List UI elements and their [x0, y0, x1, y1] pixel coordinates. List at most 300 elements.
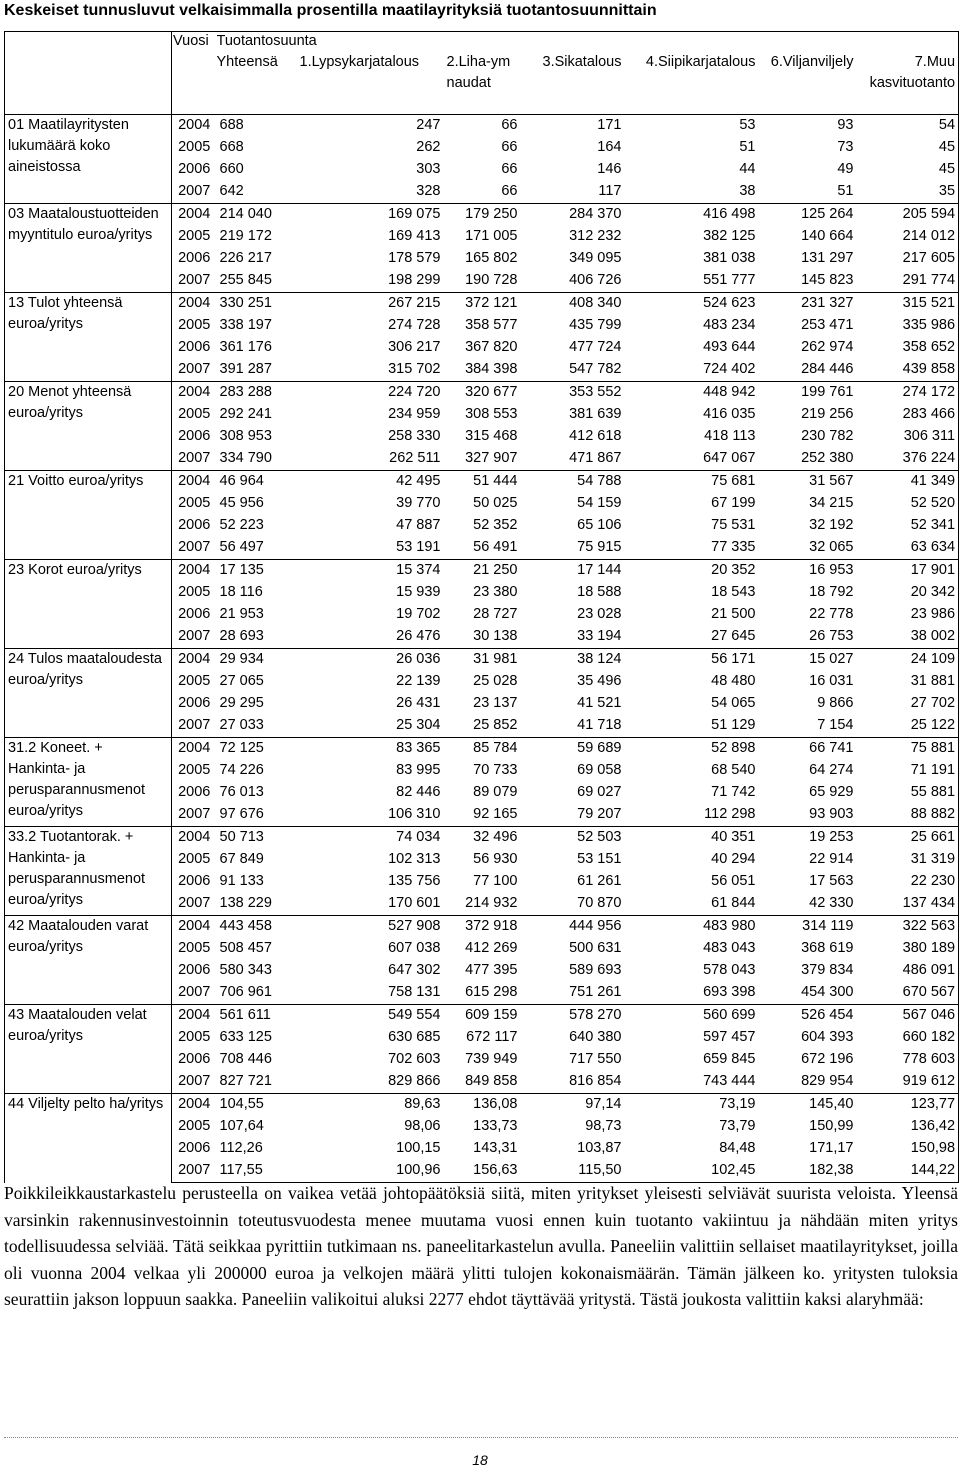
value-cell: 320 677: [444, 382, 521, 405]
value-cell: 26 753: [809, 628, 854, 644]
value-cell: 234 959: [388, 406, 441, 422]
row-group-label: 44 Viljelty pelto ha/yritys: [5, 1094, 172, 1183]
value-cell: 117,55: [217, 1160, 297, 1183]
value-cell: 65 106: [577, 517, 622, 533]
value-cell: 443 458: [217, 916, 297, 939]
value-cell: 314 119: [759, 916, 857, 939]
value-cell: 100,96: [297, 1160, 444, 1183]
value-cell: 493 644: [703, 339, 756, 355]
value-cell: 33 194: [577, 628, 622, 644]
value-cell: 16 953: [759, 560, 857, 583]
table-row: [5, 649, 959, 672]
value-cell: 308 953: [219, 428, 272, 444]
value-cell: 52 341: [857, 515, 959, 537]
year-cell: 2006: [172, 604, 217, 626]
value-cell: 328: [416, 183, 441, 199]
value-cell: 182,38: [759, 1160, 857, 1183]
value-cell: 381 639: [569, 406, 622, 422]
header-corner-2: [5, 52, 172, 115]
value-cell: 22 230: [857, 871, 959, 893]
table-row: [5, 1094, 959, 1117]
value-cell: 274 728: [388, 317, 441, 333]
value-cell: 26 431: [396, 695, 441, 711]
year-cell: 2004: [172, 204, 217, 227]
value-cell: 219 256: [801, 406, 854, 422]
value-cell: 169 075: [297, 204, 444, 227]
value-cell: 70 870: [577, 895, 622, 911]
value-cell: 169 413: [388, 228, 441, 244]
value-cell: 435 799: [569, 317, 622, 333]
year-cell: 2006: [172, 337, 217, 359]
value-cell: 20 342: [857, 582, 959, 604]
value-cell: 41 718: [577, 717, 622, 733]
value-cell: 226 217: [219, 250, 272, 266]
value-cell: 743 444: [703, 1073, 756, 1089]
value-cell: 52 898: [625, 738, 759, 761]
value-cell: 50 025: [473, 495, 518, 511]
value-cell: 104,55: [217, 1094, 297, 1117]
value-cell: 115,50: [521, 1160, 625, 1183]
value-cell: 47 887: [396, 517, 441, 533]
value-cell: 112 298: [704, 806, 756, 822]
year-cell: 2006: [172, 248, 217, 270]
year-cell: 2004: [172, 293, 217, 316]
header-col-beef: 2.Liha-ym naudat: [446, 54, 511, 91]
body-paragraph: Poikkileikkaustarkastelu perusteella on vaikea vetää johtopäätöksiä siitä, miten yritykset yleisesti selviävät suurista veloista. Yleensä varsinkin rakennusinvestoinnin toteutusvuodesta menee muutama vuosi ennen kuin tuotanto vakiintuu ja nähdään miten yritys todellisuudessa selviää. Tätä seikkaa pyrittiin tutkimaan ns. paneelitarkastelun avulla. Paneeliin valittiin sellaiset maatilayritykset, joilla oli vuonna 2004 velkaa yli 200000 euroa ja velkojen määrä ylitti tulojen kokonaismäärän. Tämän jälkeen ko. yritysten tuloksia seurattiin jakson loppuun saakka. Paneeliin valikoitui aluksi 2277 ehdot täyttävää yritystä. Tästä joukosta valittiin kaksi alaryhmää:: [4, 1183, 958, 1309]
value-cell: 66 741: [759, 738, 857, 761]
value-cell: 418 113: [704, 428, 756, 444]
value-cell: 477 724: [569, 339, 622, 355]
value-cell: 252 380: [801, 450, 854, 466]
value-cell: 367 820: [465, 339, 518, 355]
table-body: [5, 32, 959, 1183]
value-cell: 18 588: [577, 584, 622, 600]
value-cell: 75 915: [577, 539, 622, 555]
value-cell: 778 603: [857, 1049, 959, 1071]
value-cell: 45: [857, 137, 959, 159]
value-cell: 306 217: [388, 339, 441, 355]
value-cell: 28 727: [473, 606, 518, 622]
value-cell: 717 550: [569, 1051, 622, 1067]
value-cell: 444 956: [521, 916, 625, 939]
value-cell: 48 480: [711, 673, 756, 689]
value-cell: 358 577: [465, 317, 518, 333]
value-cell: 72 125: [217, 738, 297, 761]
value-cell: 255 845: [219, 272, 272, 288]
value-cell: 25 852: [473, 717, 518, 733]
year-cell: 2006: [172, 871, 217, 893]
value-cell: 379 834: [801, 962, 854, 978]
value-cell: 29 934: [217, 649, 297, 672]
value-cell: 816 854: [569, 1073, 622, 1089]
value-cell: 303: [416, 161, 441, 177]
value-cell: 31 881: [857, 671, 959, 693]
value-cell: 284 370: [521, 204, 625, 227]
year-cell: 2006: [172, 960, 217, 982]
value-cell: 199 761: [759, 382, 857, 405]
year-cell: 2005: [172, 849, 217, 871]
value-cell: 615 298: [465, 984, 518, 1000]
value-cell: 100,15: [396, 1140, 441, 1156]
value-cell: 49: [837, 161, 854, 177]
page-number: 18: [472, 1452, 488, 1468]
value-cell: 312 232: [569, 228, 622, 244]
value-cell: 150,99: [809, 1118, 854, 1134]
value-cell: 560 699: [625, 1005, 759, 1028]
value-cell: 146: [597, 161, 622, 177]
header-row-1: [5, 32, 959, 53]
value-cell: 35 496: [577, 673, 622, 689]
value-cell: 179 250: [444, 204, 521, 227]
table-row: [5, 827, 959, 850]
value-cell: 82 446: [396, 784, 441, 800]
value-cell: 23 028: [577, 606, 622, 622]
value-cell: 372 121: [444, 293, 521, 316]
value-cell: 31 981: [444, 649, 521, 672]
value-cell: 45: [857, 159, 959, 181]
value-cell: 145 823: [801, 272, 854, 288]
value-cell: 384 398: [465, 361, 518, 377]
value-cell: 471 867: [569, 450, 622, 466]
value-cell: 39 770: [396, 495, 441, 511]
value-cell: 597 457: [703, 1029, 756, 1045]
row-group-label: 13 Tulot yhteensä euroa/yritys: [5, 293, 172, 382]
table-row: [5, 115, 959, 138]
value-cell: 123,77: [857, 1094, 959, 1117]
year-cell: 2007: [172, 181, 217, 204]
year-cell: 2006: [172, 782, 217, 804]
row-group-label: 21 Voitto euroa/yritys: [5, 471, 172, 560]
value-cell: 416 035: [703, 406, 756, 422]
page-title: Keskeiset tunnusluvut velkaisimmalla prosentilla maatilayrityksiä tuotantosuunnittain: [4, 2, 657, 19]
value-cell: 315 468: [465, 428, 518, 444]
value-cell: 640 380: [569, 1029, 622, 1045]
table-row: [5, 916, 959, 939]
value-cell: 89,63: [297, 1094, 444, 1117]
value-cell: 26 036: [297, 649, 444, 672]
value-cell: 56 491: [473, 539, 518, 555]
row-group-label: 20 Menot yhteensä euroa/yritys: [5, 382, 172, 471]
value-cell: 98,06: [404, 1118, 441, 1134]
value-cell: 22 778: [809, 606, 854, 622]
year-cell: 2007: [172, 359, 217, 382]
value-cell: 27 033: [219, 717, 264, 733]
table-row: [5, 382, 959, 405]
value-cell: 578 270: [521, 1005, 625, 1028]
value-cell: 32 192: [809, 517, 854, 533]
header-production-direction: Tuotantosuunta: [217, 32, 959, 53]
year-cell: 2007: [172, 448, 217, 471]
value-cell: 483 043: [703, 940, 756, 956]
year-cell: 2006: [172, 159, 217, 181]
value-cell: 69 027: [577, 784, 622, 800]
value-cell: 230 782: [801, 428, 854, 444]
value-cell: 561 611: [217, 1005, 297, 1028]
value-cell: 751 261: [569, 984, 622, 1000]
value-cell: 38: [739, 183, 756, 199]
value-cell: 219 172: [219, 228, 272, 244]
value-cell: 381 038: [703, 250, 756, 266]
value-cell: 829 954: [801, 1073, 854, 1089]
row-group-label: 24 Tulos maataloudesta euroa/yritys: [5, 649, 172, 738]
value-cell: 26 476: [396, 628, 441, 644]
value-cell: 21 250: [444, 560, 521, 583]
value-cell: 138 229: [219, 895, 272, 911]
value-cell: 327 907: [465, 450, 518, 466]
header-year: Vuosi: [172, 32, 217, 53]
value-cell: 688: [217, 115, 297, 138]
value-cell: 372 918: [444, 916, 521, 939]
value-cell: 32 065: [809, 539, 854, 555]
value-cell: 56 051: [711, 873, 756, 889]
value-cell: 97,14: [521, 1094, 625, 1117]
value-cell: 51 129: [711, 717, 756, 733]
value-cell: 578 043: [703, 962, 756, 978]
value-cell: 103,87: [577, 1140, 622, 1156]
value-cell: 45 956: [219, 495, 264, 511]
year-cell: 2007: [172, 626, 217, 649]
value-cell: 56 171: [625, 649, 759, 672]
value-cell: 67 199: [711, 495, 756, 511]
table-row: [5, 293, 959, 316]
value-cell: 262 511: [389, 450, 441, 466]
value-cell: 61 261: [577, 873, 622, 889]
value-cell: 330 251: [217, 293, 297, 316]
value-cell: 702 603: [388, 1051, 441, 1067]
year-cell: 2005: [172, 137, 217, 159]
value-cell: 391 287: [219, 361, 272, 377]
value-cell: 28 693: [219, 628, 264, 644]
header-year-blank: [172, 52, 217, 115]
value-cell: 262: [416, 139, 441, 155]
value-cell: 55 881: [857, 782, 959, 804]
value-cell: 170 601: [388, 895, 441, 911]
row-group-label: 01 Maatilayritysten lukumäärä koko aineistossa: [5, 115, 172, 204]
value-cell: 136,08: [444, 1094, 521, 1117]
header-col-poultry: 4.Siipikarjatalous: [645, 54, 756, 70]
value-cell: 54: [857, 115, 959, 138]
value-cell: 315 521: [857, 293, 959, 316]
value-cell: 136,42: [857, 1116, 959, 1138]
value-cell: 9 866: [817, 695, 854, 711]
header-row-2: [5, 52, 959, 115]
value-cell: 16 031: [809, 673, 854, 689]
value-cell: 253 471: [801, 317, 854, 333]
value-cell: 448 942: [625, 382, 759, 405]
value-cell: 68 540: [711, 762, 756, 778]
value-cell: 53 191: [396, 539, 441, 555]
value-cell: 267 215: [297, 293, 444, 316]
value-cell: 17 144: [521, 560, 625, 583]
value-cell: 131 297: [801, 250, 854, 266]
value-cell: 67 849: [219, 851, 264, 867]
value-cell: 416 498: [625, 204, 759, 227]
row-group-label: 23 Korot euroa/yritys: [5, 560, 172, 649]
value-cell: 609 159: [444, 1005, 521, 1028]
value-cell: 18 116: [219, 584, 263, 600]
value-cell: 17 901: [857, 560, 959, 583]
year-cell: 2004: [172, 115, 217, 138]
year-cell: 2004: [172, 1005, 217, 1028]
value-cell: 70 733: [473, 762, 518, 778]
value-cell: 89 079: [473, 784, 518, 800]
value-cell: 85 784: [444, 738, 521, 761]
value-cell: 41 521: [577, 695, 622, 711]
value-cell: 214 040: [217, 204, 297, 227]
value-cell: 15 374: [297, 560, 444, 583]
year-cell: 2005: [172, 582, 217, 604]
value-cell: 380 189: [857, 938, 959, 960]
value-cell: 74 226: [219, 762, 264, 778]
value-cell: 165 802: [465, 250, 518, 266]
value-cell: 52 520: [857, 493, 959, 515]
value-cell: 283 288: [217, 382, 297, 405]
year-cell: 2005: [172, 315, 217, 337]
year-cell: 2007: [172, 270, 217, 293]
value-cell: 32 496: [444, 827, 521, 850]
value-cell: 75 531: [711, 517, 756, 533]
value-cell: 83 365: [297, 738, 444, 761]
value-cell: 205 594: [857, 204, 959, 227]
value-cell: 140 664: [801, 228, 854, 244]
value-cell: 52 223: [219, 517, 264, 533]
value-cell: 224 720: [297, 382, 444, 405]
value-cell: 23 986: [857, 604, 959, 626]
value-cell: 150,98: [857, 1138, 959, 1160]
value-cell: 217 605: [857, 248, 959, 270]
value-cell: 739 949: [465, 1051, 518, 1067]
year-cell: 2004: [172, 1094, 217, 1117]
header-col-other-crops: 7.Muu kasvituotanto: [857, 52, 959, 115]
value-cell: 25 304: [396, 717, 441, 733]
value-cell: 368 619: [801, 940, 854, 956]
value-cell: 41 349: [857, 471, 959, 494]
value-cell: 454 300: [801, 984, 854, 1000]
value-cell: 547 782: [569, 361, 622, 377]
value-cell: 604 393: [801, 1029, 854, 1045]
year-cell: 2005: [172, 493, 217, 515]
row-group-label: 43 Maatalouden velat euroa/yritys: [5, 1005, 172, 1094]
value-cell: 642: [219, 183, 244, 199]
year-cell: 2004: [172, 738, 217, 761]
value-cell: 291 774: [857, 270, 959, 293]
value-cell: 106 310: [388, 806, 441, 822]
value-cell: 526 454: [759, 1005, 857, 1028]
value-cell: 63 634: [857, 537, 959, 560]
value-cell: 20 352: [625, 560, 759, 583]
value-cell: 335 986: [857, 315, 959, 337]
value-cell: 40 351: [625, 827, 759, 850]
value-cell: 15 027: [759, 649, 857, 672]
value-cell: 54 065: [711, 695, 756, 711]
year-cell: 2006: [172, 426, 217, 448]
table-row: [5, 1005, 959, 1028]
value-cell: 66: [501, 183, 518, 199]
value-cell: 71 191: [857, 760, 959, 782]
value-cell: 647 302: [388, 962, 441, 978]
value-cell: 91 133: [219, 873, 264, 889]
value-cell: 25 661: [857, 827, 959, 850]
value-cell: 382 125: [703, 228, 756, 244]
value-cell: 92 165: [473, 806, 518, 822]
value-cell: 527 908: [297, 916, 444, 939]
statistics-table: [4, 31, 959, 1183]
value-cell: 77 100: [473, 873, 518, 889]
value-cell: 76 013: [219, 784, 264, 800]
value-cell: 412 269: [465, 940, 518, 956]
value-cell: 486 091: [857, 960, 959, 982]
year-cell: 2005: [172, 226, 217, 248]
value-cell: 19 702: [396, 606, 441, 622]
value-cell: 54 788: [521, 471, 625, 494]
value-cell: 308 553: [465, 406, 518, 422]
value-cell: 262 974: [801, 339, 854, 355]
header-col-total: Yhteensä: [216, 54, 278, 70]
value-cell: 670 567: [857, 982, 959, 1005]
value-cell: 214 012: [857, 226, 959, 248]
value-cell: 580 343: [219, 962, 272, 978]
value-cell: 61 844: [711, 895, 756, 911]
value-cell: 145,40: [759, 1094, 857, 1117]
value-cell: 24 109: [857, 649, 959, 672]
value-cell: 284 446: [801, 361, 854, 377]
value-cell: 198 299: [388, 272, 441, 288]
value-cell: 42 330: [809, 895, 854, 911]
value-cell: 125 264: [759, 204, 857, 227]
value-cell: 46 964: [217, 471, 297, 494]
year-cell: 2005: [172, 760, 217, 782]
value-cell: 408 340: [521, 293, 625, 316]
value-cell: 135 756: [388, 873, 441, 889]
value-cell: 274 172: [857, 382, 959, 405]
value-cell: 23 137: [473, 695, 518, 711]
header-corner: [5, 32, 172, 53]
value-cell: 71 742: [711, 784, 756, 800]
value-cell: 483 980: [625, 916, 759, 939]
value-cell: 171: [521, 115, 625, 138]
value-cell: 144,22: [857, 1160, 959, 1183]
value-cell: 633 125: [219, 1029, 272, 1045]
value-cell: 827 721: [219, 1073, 272, 1089]
value-cell: 247: [297, 115, 444, 138]
value-cell: 35: [857, 181, 959, 204]
year-cell: 2004: [172, 916, 217, 939]
value-cell: 97 676: [219, 806, 264, 822]
value-cell: 93: [759, 115, 857, 138]
value-cell: 19 253: [759, 827, 857, 850]
value-cell: 758 131: [388, 984, 441, 1000]
value-cell: 589 693: [569, 962, 622, 978]
year-cell: 2004: [172, 471, 217, 494]
value-cell: 17 135: [217, 560, 297, 583]
year-cell: 2004: [172, 827, 217, 850]
value-cell: 361 176: [219, 339, 272, 355]
value-cell: 668: [219, 139, 244, 155]
value-cell: 672 196: [801, 1051, 854, 1067]
value-cell: 25 122: [857, 715, 959, 738]
value-cell: 353 552: [521, 382, 625, 405]
value-cell: 52 503: [521, 827, 625, 850]
value-cell: 143,31: [473, 1140, 518, 1156]
value-cell: 349 095: [569, 250, 622, 266]
value-cell: 660 182: [857, 1027, 959, 1049]
value-cell: 22 139: [396, 673, 441, 689]
value-cell: 75 881: [857, 738, 959, 761]
value-cell: 30 138: [473, 628, 518, 644]
header-col-dairy: 1.Lypsykarjatalous: [299, 54, 420, 70]
value-cell: 439 858: [857, 359, 959, 382]
value-cell: 567 046: [857, 1005, 959, 1028]
